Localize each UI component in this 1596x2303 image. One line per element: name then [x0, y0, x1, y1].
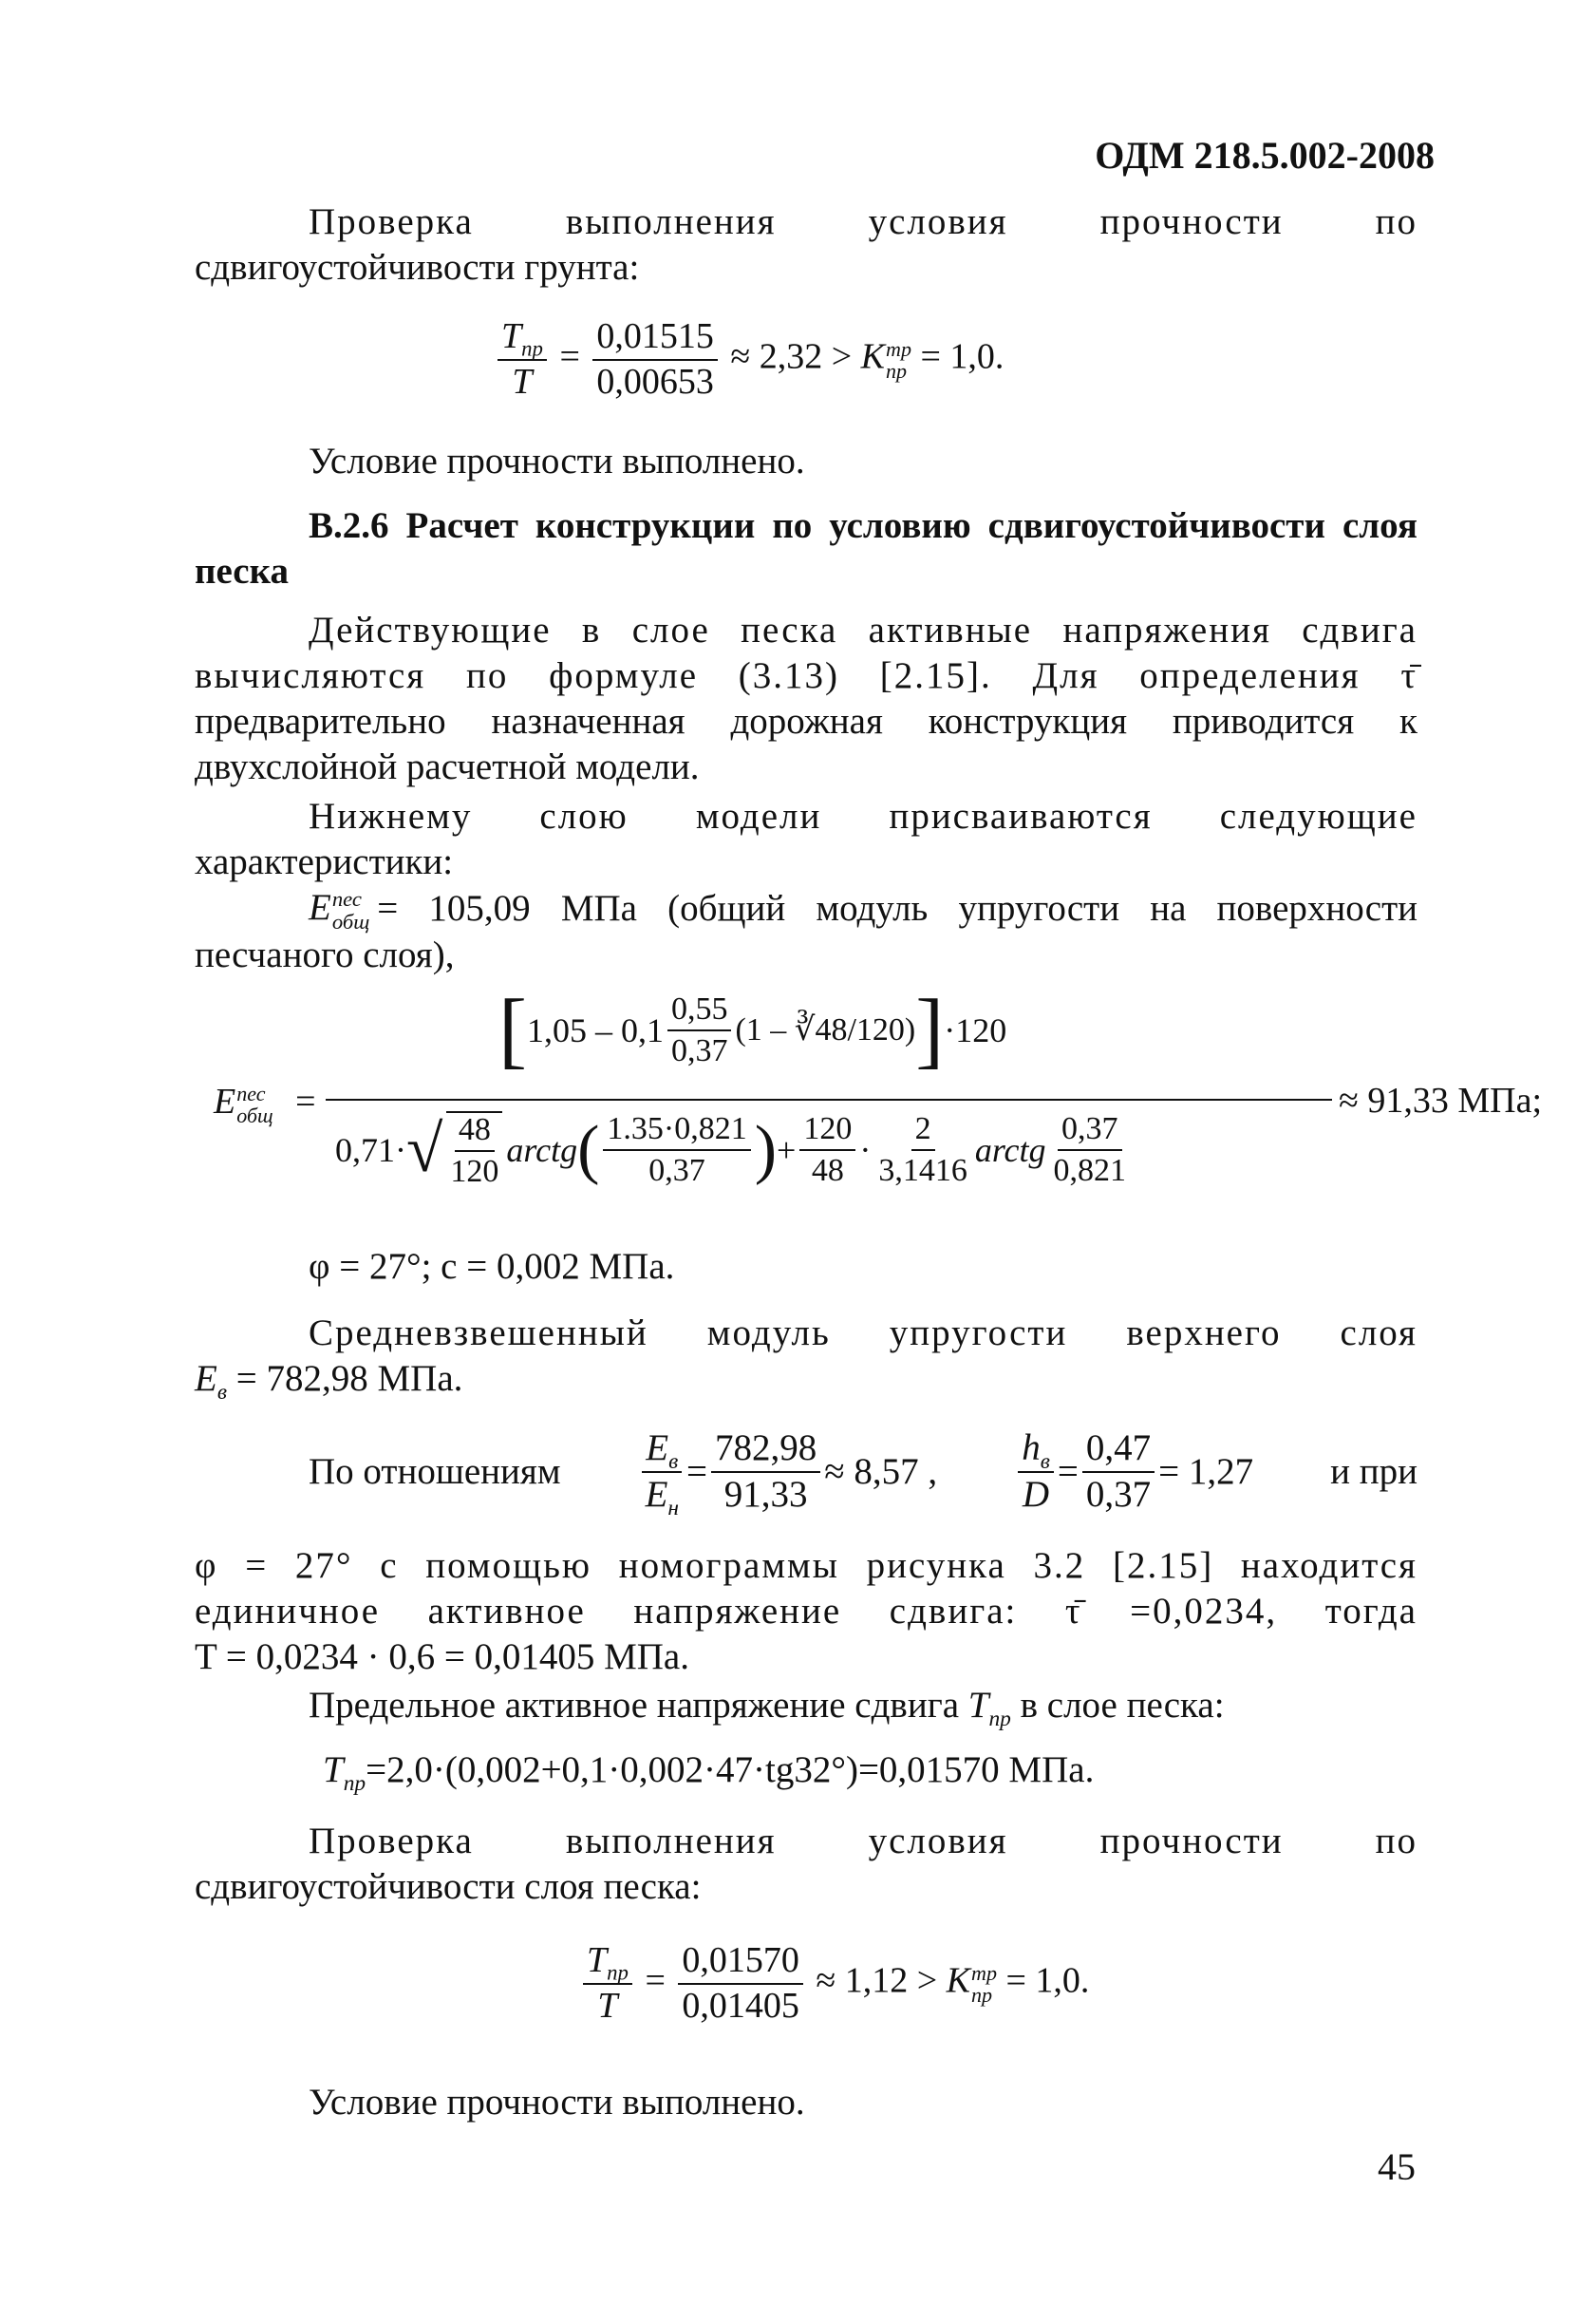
paragraph-line: Средневзвешенный модуль упругости верхнего слоя	[309, 1312, 1418, 1353]
strength-formula-sand: $\frac{T_{пр}}{T}$ = $\frac{0,01570}{0,01405}$ ≈ 1,12 > K тр пр = 1,0.	[579, 1942, 1089, 2026]
word: Проверка	[309, 1821, 474, 1861]
strength-formula-soil: $\frac{T_{пр}}{T}$ = $\frac{0,01515}{0,00653}$ ≈ 2,32 > K тр пр = 1,0.	[494, 318, 1004, 402]
document-code: ОДМ 218.5.002-2008	[1095, 134, 1435, 177]
word: условия	[868, 1821, 1008, 1861]
formula-lhs: E пес общ =	[214, 1081, 316, 1128]
modulus-line: E пес общ = 105,09 МПа (общий модуль упругости на поверхности	[309, 887, 1418, 934]
word: прочности	[1099, 1821, 1284, 1861]
word: условия	[868, 201, 1008, 242]
paragraph-line: сдвигоустойчивости грунта:	[195, 247, 640, 288]
modulus-formula	[214, 983, 1543, 1211]
paragraph-line: сдвигоустойчивости слоя песка:	[195, 1866, 702, 1907]
paragraph-line: единичное активное напряжение сдвига: τ̄ =0,0234, тогда	[195, 1591, 1418, 1632]
fraction-bar	[326, 1099, 1332, 1101]
conclusion-text: Условие прочности выполнено.	[309, 2082, 805, 2123]
paragraph-line: песчаного слоя),	[195, 934, 455, 975]
word: выполнения	[565, 201, 777, 242]
paragraph-line	[309, 199, 1418, 245]
section-heading: В.2.6 Расчет конструкции по условию сдвигоустойчивости слоя	[309, 505, 1418, 546]
paragraph-line: двухслойной расчетной модели.	[195, 746, 700, 787]
section-heading-cont: песка	[195, 551, 289, 592]
paragraph-line: $E_в = 782,98$ МПа.	[195, 1358, 463, 1405]
word: прочности	[1099, 201, 1284, 242]
word: выполнения	[565, 1821, 777, 1861]
fraction: $\frac{T_{пр}}{T}$	[583, 1942, 632, 2026]
page-number: 45	[1378, 2145, 1416, 2188]
tpr-formula: $T_{пр}=2,0\cdot(0,002+0,1\cdot 0,002\cdot 47\cdot tg32^\circ)=0,01570$ МПа.	[323, 1749, 1095, 1796]
formula-numerator: [ 1,05 – 0,1 $\frac{0,55}{0,37}$ (1 – ∛48/120) ] ·120	[498, 983, 1007, 1077]
phi-line: φ = 27°; с = 0,002 МПа.	[309, 1246, 675, 1287]
formula-denominator: 0,71· √ $\frac{48}{120}$ arctg ( $\frac{1.35\cdot 0,821}{0,37}$ ) + $\frac{120}{48}$ · $\frac{2}{3,1416}$ arctg $\frac{0,37}{0,821}$	[335, 1111, 1126, 1189]
fraction: $\frac{0,01570}{0,01405}$	[678, 1942, 803, 2026]
word: по	[1375, 201, 1418, 242]
paragraph-line: предварительно назначенная дорожная конструкция приводится к	[195, 701, 1418, 742]
fraction: $\frac{T_{пр}}{T}$	[498, 318, 547, 402]
paragraph-line	[309, 1819, 1418, 1864]
ratio-line: По отношениям $\frac{E_в}{E_н}$ = $\frac{782,98}{91,33}$ ≈ 8,57 , $\frac{h_в}{D}$ = $\frac{0,47}{0,37}$ = 1,27 и при	[309, 1427, 1418, 1520]
paragraph-line: характеристики:	[195, 841, 454, 882]
word: по	[1375, 1821, 1418, 1861]
paragraph-line: вычисляются по формуле (3.13) [2.15]. Для определения τ̄	[195, 655, 1418, 696]
formula-result: ≈ 91,33 МПа;	[1339, 1081, 1543, 1121]
paragraph-line: Действующие в слое песка активные напряжения сдвига	[309, 610, 1418, 651]
paragraph-line: Нижнему слою модели присваиваются следующие	[309, 796, 1418, 837]
word: Проверка	[309, 201, 474, 242]
fraction: $\frac{0,01515}{0,00653}$	[592, 318, 718, 402]
paragraph-line: φ = 27° с помощью номограммы рисунка 3.2 [2.15] находится	[195, 1545, 1418, 1586]
paragraph-line: T = 0,0234 · 0,6 = 0,01405 МПа.	[195, 1636, 689, 1677]
conclusion-text: Условие прочности выполнено.	[309, 441, 805, 481]
paragraph-line: Предельное активное напряжение сдвига $T_{пр}$ в слое песка:	[309, 1685, 1225, 1731]
